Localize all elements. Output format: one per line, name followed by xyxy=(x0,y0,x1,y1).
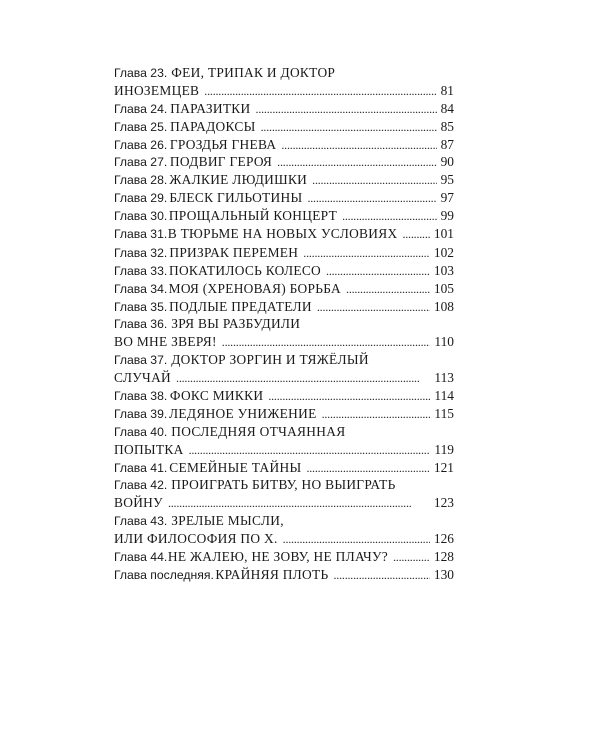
chapter-title: ЗРЯ ВЫ РАЗБУДИЛИ xyxy=(171,316,301,332)
toc-entry[interactable] xyxy=(114,280,454,298)
page-number: 128 xyxy=(433,549,454,565)
dot-leader xyxy=(261,119,437,137)
toc-entry-line xyxy=(114,351,454,369)
toc-entry-line xyxy=(114,153,454,171)
page-number: 84 xyxy=(440,100,454,116)
chapter-label: Глава 34. xyxy=(114,281,168,296)
chapter-title: МОЯ (ХРЕНОВАЯ) БОРЬБА xyxy=(168,280,342,296)
toc-entry-line xyxy=(114,369,454,387)
toc-entry-line xyxy=(114,476,454,494)
chapter-label: Глава 38. xyxy=(114,389,168,404)
chapter-title: ПАРАЗИТКИ xyxy=(170,100,251,116)
dot-leader xyxy=(281,137,436,155)
toc-entry-line xyxy=(114,100,454,118)
toc-entry-line xyxy=(114,225,454,243)
page-number: 130 xyxy=(433,566,454,582)
toc-entry-line xyxy=(114,530,454,548)
toc-entry-line xyxy=(114,171,454,189)
toc-entry-line xyxy=(114,459,454,477)
dot-leader xyxy=(317,299,430,317)
chapter-title: ДОКТОР ЗОРГИН И ТЯЖЁЛЫЙ xyxy=(171,352,369,368)
chapter-title: ПОПЫТКА xyxy=(114,441,184,457)
chapter-title: ФЕИ, ТРИПАК И ДОКТОР xyxy=(171,65,336,80)
dot-leader xyxy=(189,442,431,460)
dot-leader xyxy=(256,101,437,119)
page-number: 121 xyxy=(433,459,454,475)
toc-entry[interactable] xyxy=(114,423,454,459)
toc-entry-line xyxy=(114,82,454,100)
toc-entry[interactable] xyxy=(114,136,454,154)
dot-leader xyxy=(222,334,431,352)
dot-leader xyxy=(402,226,429,244)
page-number: 87 xyxy=(440,136,454,152)
toc-entry[interactable] xyxy=(114,512,454,548)
dot-leader xyxy=(283,531,430,549)
chapter-label: Глава 40. xyxy=(114,424,168,439)
toc-entry[interactable] xyxy=(114,566,454,584)
toc-entry[interactable] xyxy=(114,64,454,100)
chapter-label: Глава 29. xyxy=(114,191,168,206)
chapter-label: Глава 32. xyxy=(114,245,168,260)
dot-leader xyxy=(312,172,436,190)
toc-entry[interactable] xyxy=(114,387,454,405)
chapter-label: Глава 35. xyxy=(114,299,168,314)
page-number: 108 xyxy=(433,298,454,314)
dot-leader xyxy=(326,263,430,281)
chapter-label: Глава 39. xyxy=(114,406,168,421)
chapter-label: Глава 33. xyxy=(114,263,168,278)
page-number: 102 xyxy=(433,244,454,260)
page-number: 101 xyxy=(433,226,454,242)
toc-entry[interactable] xyxy=(114,118,454,136)
chapter-title: ПРИЗРАК ПЕРЕМЕН xyxy=(169,244,299,260)
toc-entry[interactable] xyxy=(114,405,454,423)
toc-entry[interactable] xyxy=(114,225,454,243)
chapter-title: ПРОИГРАТЬ БИТВУ, НО ВЫИГРАТЬ xyxy=(171,477,396,493)
chapter-title: ИЛИ ФИЛОСОФИЯ ПО Х. xyxy=(114,531,278,547)
dot-leader xyxy=(204,83,436,101)
dot-leader xyxy=(268,388,430,406)
dot-leader xyxy=(303,245,430,263)
chapter-label: Глава 25. xyxy=(114,119,168,134)
toc-entry-line xyxy=(114,333,454,351)
dot-leader xyxy=(322,406,431,424)
chapter-label: Глава 41. xyxy=(114,460,168,475)
chapter-title: В ТЮРЬМЕ НА НОВЫХ УСЛОВИЯХ xyxy=(167,226,398,242)
page-number: 119 xyxy=(434,441,454,457)
chapter-label: Глава 28. xyxy=(114,173,168,188)
dot-leader xyxy=(393,549,430,567)
toc-entry-line xyxy=(114,298,454,316)
chapter-title: ПАРАДОКСЫ xyxy=(170,118,256,134)
chapter-label: Глава 30. xyxy=(114,209,168,224)
toc-entry[interactable] xyxy=(114,207,454,225)
chapter-title: ФОКС МИККИ xyxy=(169,388,264,404)
toc-entry[interactable] xyxy=(114,351,454,387)
chapter-title: ВО МНЕ ЗВЕРЯ! xyxy=(114,334,217,350)
chapter-title: КРАЙНЯЯ ПЛОТЬ xyxy=(215,566,329,582)
page-number: 105 xyxy=(433,280,454,296)
toc-entry-line xyxy=(114,441,454,459)
dot-leader xyxy=(342,208,437,226)
chapter-label: Глава 36. xyxy=(114,317,168,332)
page-number: 81 xyxy=(440,82,454,98)
toc-entry[interactable] xyxy=(114,262,454,280)
toc-entry-line xyxy=(114,262,454,280)
page-number: 126 xyxy=(433,531,454,547)
chapter-label: Глава 44. xyxy=(114,550,168,565)
chapter-title: ПОКАТИЛОСЬ КОЛЕСО xyxy=(168,262,322,278)
chapter-title: НЕ ЖАЛЕЮ, НЕ ЗОВУ, НЕ ПЛАЧУ? xyxy=(167,549,388,565)
toc-entry[interactable] xyxy=(114,100,454,118)
chapter-title: ПОСЛЕДНЯЯ ОТЧАЯННАЯ xyxy=(171,423,346,439)
toc-entry-line xyxy=(114,207,454,225)
toc-entry-line xyxy=(114,494,454,512)
toc-entry[interactable] xyxy=(114,298,454,316)
toc-entry[interactable] xyxy=(114,171,454,189)
page-number: 123 xyxy=(433,495,454,511)
chapter-title: ИНОЗЕМЦЕВ xyxy=(114,82,200,98)
chapter-label: Глава 24. xyxy=(114,101,168,116)
dot-leader xyxy=(176,370,430,388)
page-number: 103 xyxy=(433,262,454,278)
toc-entry[interactable] xyxy=(114,476,454,512)
dot-leader xyxy=(307,190,436,208)
chapter-title: ЖАЛКИЕ ЛЮДИШКИ xyxy=(169,172,308,188)
toc-entry[interactable] xyxy=(114,315,454,351)
toc-entry[interactable] xyxy=(114,153,454,171)
table-of-contents xyxy=(114,64,454,584)
page-number: 110 xyxy=(434,334,454,350)
chapter-title: ПОДВИГ ГЕРОЯ xyxy=(169,154,273,170)
toc-entry[interactable] xyxy=(114,459,454,477)
toc-entry-line xyxy=(114,566,454,584)
toc-entry[interactable] xyxy=(114,548,454,566)
dot-leader xyxy=(346,281,430,299)
page-number: 113 xyxy=(434,370,454,386)
toc-entry-line xyxy=(114,280,454,298)
chapter-label: Глава 43. xyxy=(114,514,168,529)
dot-leader xyxy=(334,567,430,585)
toc-entry-line xyxy=(114,189,454,207)
chapter-label: Глава 27. xyxy=(114,155,168,170)
chapter-title: ЗРЕЛЫЕ МЫСЛИ, xyxy=(171,513,284,529)
toc-entry-line xyxy=(114,423,454,441)
page-number: 85 xyxy=(440,118,454,134)
page-number: 95 xyxy=(440,172,454,188)
toc-entry-line xyxy=(114,405,454,423)
chapter-title: ПРОЩАЛЬНЫЙ КОНЦЕРТ xyxy=(168,208,338,224)
chapter-title: ЛЕДЯНОЕ УНИЖЕНИЕ xyxy=(169,405,317,421)
page-number: 115 xyxy=(434,405,454,421)
chapter-title: ГРОЗДЬЯ ГНЕВА xyxy=(169,136,277,152)
toc-entry[interactable] xyxy=(114,244,454,262)
toc-entry-line xyxy=(114,512,454,530)
page-number: 99 xyxy=(440,208,454,224)
chapter-title: СЕМЕЙНЫЕ ТАЙНЫ xyxy=(169,459,302,475)
dot-leader xyxy=(168,495,430,513)
chapter-label: Глава 31. xyxy=(114,227,168,242)
toc-entry-line xyxy=(114,387,454,405)
toc-entry-line xyxy=(114,118,454,136)
page-number: 114 xyxy=(434,388,454,404)
toc-entry-line xyxy=(114,64,454,82)
page-number: 97 xyxy=(440,190,454,206)
toc-entry-line xyxy=(114,315,454,333)
page-number: 90 xyxy=(440,154,454,170)
chapter-title: СЛУЧАЙ xyxy=(114,370,172,386)
chapter-label: Глава 23. xyxy=(114,66,168,80)
toc-entry[interactable] xyxy=(114,189,454,207)
toc-entry-line xyxy=(114,548,454,566)
dot-leader xyxy=(277,154,436,172)
chapter-label: Глава 26. xyxy=(114,137,168,152)
chapter-title: БЛЕСК ГИЛЬОТИНЫ xyxy=(169,190,303,206)
toc-entry-line xyxy=(114,244,454,262)
chapter-label: Глава последняя. xyxy=(114,567,214,582)
chapter-label: Глава 37. xyxy=(114,353,168,368)
chapter-title: ВОЙНУ xyxy=(114,495,163,511)
toc-entry-line xyxy=(114,136,454,154)
chapter-title: ПОДЛЫЕ ПРЕДАТЕЛИ xyxy=(169,298,312,314)
dot-leader xyxy=(306,460,429,478)
chapter-label: Глава 42. xyxy=(114,478,168,493)
